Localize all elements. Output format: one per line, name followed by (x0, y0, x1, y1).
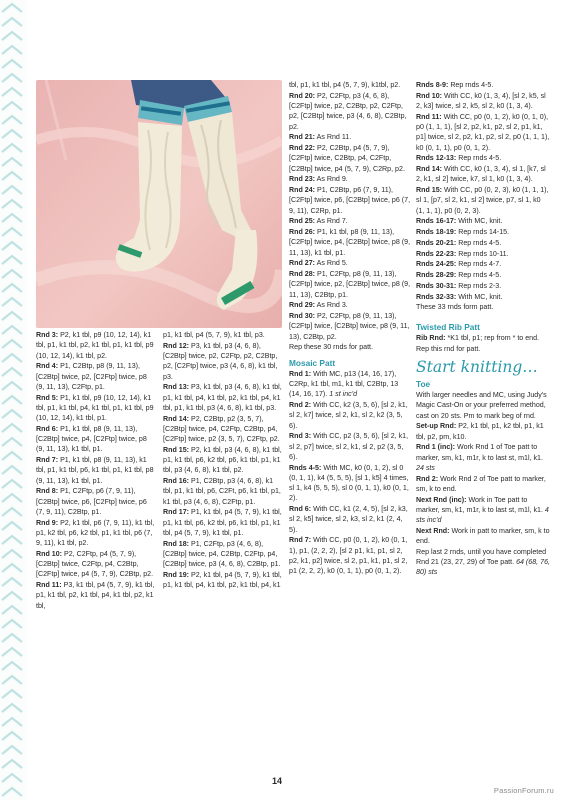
chevron-decoration (2, 382, 22, 390)
chevron-decoration (2, 130, 22, 138)
instruction-text: P1, k1 tbl, p9 (10, 12, 14), k1 tbl, p1, k1 tbl, p4, k1 tbl, p1, k1 tbl, p9 (10, 12, 14), k1 tbl, p1. (36, 393, 154, 422)
instruction-label: Rnd 26: (289, 228, 316, 236)
instruction-label: Rnd 1 (inc): (416, 443, 456, 452)
instruction-label: Rnd 25: (289, 217, 316, 226)
instruction-label: Rnd 22: (289, 144, 316, 152)
pattern-instruction (289, 463, 411, 504)
instruction-label: Rnd 9: (36, 518, 59, 527)
pattern-column-1 (36, 330, 156, 611)
instruction-text: Rep rnds 4-5. (458, 154, 502, 163)
pattern-instruction (36, 424, 156, 455)
pattern-column-4 (416, 80, 550, 578)
instruction-label: Set-up Rnd: (416, 422, 457, 431)
pattern-instruction (416, 421, 550, 442)
instruction-label: Rnd 15: (416, 186, 443, 194)
pattern-instruction (416, 91, 550, 112)
chevron-decoration (2, 256, 22, 264)
pattern-instruction (289, 300, 411, 310)
instruction-label: Rnd 8: (36, 487, 59, 496)
instruction-label: Rnd 7: (36, 456, 59, 464)
instruction-text: Rep rnds 4-5. (458, 238, 502, 247)
instruction-text: With MC, knit. (458, 292, 503, 301)
pattern-instruction (289, 132, 411, 142)
instruction-text: P2, k1 tbl, p4 (5, 7, 9), k1 tbl, p1, k1 tbl, p4, k1 tbl, p2, k1 tbl, p4, k1 (163, 570, 282, 589)
pattern-instruction (416, 249, 550, 259)
instruction-label: Rnd 17: (163, 508, 190, 517)
instruction-text: Rep rnds 10-11. (458, 249, 509, 258)
chevron-decoration (2, 676, 22, 684)
instruction-text: Rep these 30 rnds for patt. (289, 343, 373, 352)
pattern-instruction (416, 495, 550, 526)
instruction-label: Rnd 27: (289, 259, 316, 268)
instruction-label: Rnd 11: (416, 112, 442, 121)
pattern-instruction (416, 281, 550, 291)
instruction-text: As Rnd 5. (316, 259, 348, 268)
chevron-decoration (2, 326, 22, 334)
pattern-instruction (289, 535, 411, 576)
pattern-instruction (416, 344, 550, 354)
instruction-text: With CC, k0 (1, 3, 4), sl 1, [k7, sl 2, k1, sl 2] twice, k7, sl 1, k0 (1, 3, 4). (416, 165, 546, 184)
stitch-count-note: 24 sts (416, 463, 435, 472)
stitch-count-note: 1 st inc'd (329, 390, 358, 399)
instruction-text: Work Rnd 1 of Toe patt to marker, sm, k1, m1r, k to last st, m1l, k1. (416, 443, 543, 462)
pattern-instruction (163, 330, 283, 340)
chevron-decoration (2, 18, 22, 26)
pattern-instruction (36, 393, 156, 424)
pattern-instruction (416, 292, 550, 302)
instruction-text: P3, k1 tbl, p3 (4, 6, 8), [C2Btp] twice, p2, C2Ftp, p2, C2Btp, p2, [C2Ftp] twice, p3 (4, 6, 8), k1 tbl, p3. (163, 341, 278, 381)
pattern-instruction (416, 270, 550, 280)
stitch-count-note: 4 sts inc'd (416, 505, 549, 524)
chevron-decoration (2, 200, 22, 208)
chevron-decoration (2, 718, 22, 726)
instruction-label: Rnd 2: (416, 474, 439, 483)
instruction-text: With larger needles and MC, using Judy's Magic Cast-On or your preferred method, cast on 20 sts. Pm to mark beg of rnd. (416, 391, 547, 420)
pattern-instruction (416, 153, 550, 163)
instruction-text: P2, k1 tbl, p6 (7, 9, 11), k1 tbl, p1, k2 tbl, p6, k2 tbl, p1, k1 tbl, p6 (7, 9, 11), k1 tbl, p2. (36, 518, 155, 547)
instruction-label: Rnds 4-5: (289, 463, 322, 472)
pattern-instruction (416, 164, 550, 185)
instruction-text: As Rnd 3. (316, 301, 348, 310)
chevron-decoration (2, 368, 22, 376)
pattern-instruction (416, 547, 550, 578)
pattern-instruction (36, 486, 156, 517)
instruction-text: These 33 rnds form patt. (416, 303, 494, 312)
chevron-decoration (2, 704, 22, 712)
instruction-text: Rep rnds 4-5. (450, 81, 494, 89)
instruction-text: Rep rnds 4-7. (458, 260, 502, 269)
chevron-decoration (2, 242, 22, 250)
instruction-text: Rep rnds 4-5. (458, 271, 502, 279)
instruction-text: As Rnd 7. (316, 217, 348, 226)
chevron-decoration (2, 494, 22, 502)
chevron-decoration (2, 172, 22, 180)
instruction-label: Rib Rnd: (416, 333, 446, 342)
instruction-label: Rnds 16-17: (416, 217, 457, 226)
pattern-column-2 (163, 330, 283, 591)
instruction-text: P1, C2Btp, p8 (9, 11, 13), [C2Btp] twice, p2, [C2Ftp] twice, p8 (9, 11, 13), C2Ftp, p1. (36, 362, 147, 391)
section-heading-mosaic: Mosaic Patt (289, 357, 336, 368)
instruction-text: P1, C2Ftp, p6 (7, 9, 11), [C2Btp] twice, p6, [C2Ftp] twice, p6 (7, 9, 11), C2Btp, p1. (36, 487, 147, 516)
pattern-instruction (289, 400, 411, 431)
chevron-decoration (2, 186, 22, 194)
pattern-instruction (416, 333, 550, 343)
pattern-instruction (289, 311, 411, 342)
instruction-label: Rnds 30-31: (416, 281, 457, 290)
chevron-decoration (2, 438, 22, 446)
pattern-instruction (289, 80, 411, 90)
instruction-label: Rnd 12: (163, 341, 190, 350)
chevron-decoration (2, 284, 22, 292)
instruction-label: Rnd 3: (36, 331, 59, 339)
instruction-text: Rep last 2 rnds, until you have completed Rnd 21 (23, 27, 29) of Toe patt. (416, 547, 547, 566)
pattern-instruction (416, 474, 550, 495)
pattern-instruction (416, 185, 550, 216)
instruction-label: Rnd 3: (289, 432, 312, 441)
chevron-decoration (2, 522, 22, 530)
instruction-text: Work Rnd 2 of Toe patt to marker, sm, k to end. (416, 474, 546, 493)
instruction-text: P1, C2Ftp, p3 (4, 6, 8), [C2Btp] twice, p4, C2Btp, C2Ftp, p4, [C2Btp] twice, p3 (4, 6, 8), C2Btp, p1. (163, 539, 281, 568)
pattern-instruction (163, 382, 283, 413)
chevron-decoration (2, 410, 22, 418)
instruction-label: Rnd 13: (163, 383, 190, 392)
chevron-decoration (2, 88, 22, 96)
pattern-instruction (289, 258, 411, 268)
chevron-decoration (2, 116, 22, 124)
chevron-decoration (2, 424, 22, 432)
section-heading-toe: Toe (416, 378, 431, 389)
instruction-text: P2, k1 tbl, p1, k2 tbl, p1, k1 tbl, p2, pm, k10. (416, 422, 544, 441)
instruction-label: Rnd 30: (289, 312, 316, 320)
chevron-decoration (2, 270, 22, 278)
instruction-text: P2, k1 tbl, p9 (10, 12, 14), k1 tbl, p1, k1 tbl, p2, k1 tbl, p1, k1 tbl, p9 (10, 12, 14), k1 tbl, p2. (36, 331, 154, 360)
instruction-label: Rnd 1: (289, 369, 312, 378)
instruction-text: p1, k1 tbl, p4 (5, 7, 9), k1 tbl, p3. (163, 331, 265, 339)
pattern-instruction (36, 330, 156, 361)
instruction-text: With CC, k1 (2, 4, 5), [sl 2, k3, sl 2, k5] twice, sl 2, k3, sl 2, k1 (2, 4, 5). (289, 505, 408, 534)
pattern-instruction (163, 539, 283, 570)
instruction-label: Rnds 32-33: (416, 292, 457, 301)
instruction-label: Rnd 6: (36, 424, 59, 433)
pattern-instruction (416, 112, 550, 153)
instruction-text: As Rnd 11. (316, 133, 352, 142)
chevron-decoration (2, 592, 22, 600)
pattern-instruction (163, 476, 283, 507)
instruction-text: With MC, knit. (458, 217, 503, 226)
instruction-label: Rnd 28: (289, 270, 316, 278)
instruction-label: Rnd 29: (289, 301, 316, 310)
instruction-label: Rnd 15: (163, 445, 190, 454)
instruction-text: P1, C2Btp, p3 (4, 6, 8), k1 tbl, p1, k1 tbl, p6, C2Ft, p6, k1 tbl, p1, k1 tbl, p3 (4, 6, 8), C2Ftp, p1. (163, 477, 281, 506)
chevron-decoration (2, 746, 22, 754)
chevron-decoration (2, 396, 22, 404)
instruction-label: Rnd 21: (289, 133, 316, 142)
pattern-instruction (289, 431, 411, 462)
chevron-decoration (2, 354, 22, 362)
chevron-decoration (2, 4, 22, 12)
instruction-text: P2, k1 tbl, p3 (4, 6, 8), k1 tbl, p1, k1 tbl, p6, k2 tbl, p6, k1 tbl, p1, k1 tbl, p3 (4, 6, 8), k1 tbl, p2. (163, 445, 282, 475)
instruction-label: Rnd 23: (289, 175, 316, 184)
instruction-text: P1, k1 tbl, p8 (9, 11, 13), [C2Ftp] twice, p4, [C2Btp] twice, p8 (9, 11, 13), k1 tbl, p1. (289, 228, 411, 257)
chevron-decoration (2, 214, 22, 222)
instruction-text: With CC, k2 (3, 5, 6), [sl 2, k1, sl 2, k7] twice, sl 2, k1, sl 2, k2 (3, 5, 6). (289, 401, 408, 430)
instruction-text: P2, C2Ftp, p4 (5, 7, 9), [C2Btp] twice, C2Ftp, p4, C2Btp, [C2Ftp] twice, p4 (5, 7, 9), C2Btp, p2. (36, 549, 154, 579)
instruction-label: Rnds 8-9: (416, 81, 449, 89)
instruction-text: P2, C2Btp, p2 (3, 5, 7), [C2Btp] twice, p4, C2Ftp, C2Btp, p4, [C2Ftp] twice, p2 (3, 5, 7), C2Ftp, p2. (163, 414, 280, 443)
chevron-decoration (2, 662, 22, 670)
instruction-label: Rnd 18: (163, 539, 190, 548)
chevron-decoration (2, 690, 22, 698)
instruction-text: With CC, p0 (0, 1, 2), k0 (0, 1, 1), p1, (2, 2, 2), [sl 2 p1, k1, p1, sl 2, p2, k1, p2] twice, sl 2, p1, k1, p1, sl 2, p1 (2, 2, 2), k0 (0, 1, 1), p0 (0, 1, 2). (289, 536, 408, 575)
instruction-label: Rnd 2: (289, 401, 312, 409)
pattern-instruction (163, 445, 283, 476)
pattern-instruction (163, 507, 283, 538)
pattern-instruction (163, 414, 283, 445)
pattern-instruction (416, 302, 550, 312)
instruction-label: Rnd 11: (36, 581, 62, 589)
pattern-instruction (289, 143, 411, 174)
chevron-decoration (2, 46, 22, 54)
instruction-label: Next Rnd: (416, 526, 450, 535)
instruction-text: P2, C2Ftp, p8 (9, 11, 13), [C2Ftp] twice, [C2Btp] twice, p8 (9, 11, 13), C2Btp, p2. (289, 312, 410, 341)
instruction-label: Rnds 20-21: (416, 238, 457, 247)
pattern-instruction (36, 361, 156, 392)
pattern-instruction (416, 238, 550, 248)
instruction-text: P2, C2Btp, p4 (5, 7, 9), [C2Ftp] twice, C2Btp, p4, C2Ftp, [C2Btp] twice, p4 (5, 7, 9), C2Rp, p2. (289, 144, 405, 173)
watermark: PassionForum.ru (493, 786, 554, 795)
chevron-decoration (2, 550, 22, 558)
chevron-decoration (2, 732, 22, 740)
instruction-text: Rep rnds 14-15. (458, 228, 510, 236)
pattern-column-3 (289, 80, 411, 577)
pattern-instruction (416, 227, 550, 237)
page-number: 14 (272, 776, 283, 786)
chevron-decoration (2, 102, 22, 110)
chevron-decoration (2, 760, 22, 768)
instruction-text: With CC, p2 (3, 5, 6), [sl 2, k1, sl 2, p7] twice, sl 2, k1, sl 2, p2 (3, 5, 6). (289, 432, 409, 461)
chevron-decoration (2, 466, 22, 474)
chevron-decoration (2, 508, 22, 516)
instruction-label: Rnd 10: (416, 91, 443, 100)
instruction-text: P1, k1 tbl, p8 (9, 11, 13), k1 tbl, p1, k1 tbl, p6, k1 tbl, p1, k1 tbl, p8 (9, 11, 13), k1 tbl, p1. (36, 456, 154, 485)
instruction-label: Rnd 7: (289, 536, 312, 545)
instruction-text: With MC, k0 (0, 1, 2), sl 0 (0, 1, 1), k4 (5, 5, 5), [sl 1, k5] 4 times, sl 1, k4 (5, 5, 5), sl 0 (0, 1, 1), k0 (0, 1, 2). (289, 463, 409, 503)
instruction-label: Rnd 24: (289, 186, 316, 194)
pattern-instruction (416, 390, 550, 421)
chevron-decoration (2, 312, 22, 320)
pattern-instruction (289, 342, 411, 352)
instruction-label: Rnd 6: (289, 505, 312, 513)
chevron-decoration (2, 158, 22, 166)
pattern-instruction (163, 341, 283, 382)
pattern-instruction (416, 526, 550, 547)
pattern-instruction (289, 185, 411, 216)
pattern-instruction (289, 369, 411, 400)
instruction-text: P1, k1 tbl, p4 (5, 7, 9), k1 tbl, p1, k1 tbl, p6, k2 tbl, p6, k1 tbl, p1, k1 tbl, p4 (5, 7, 9), k1 tbl, p1. (163, 508, 282, 537)
instruction-label: Rnd 20: (289, 91, 316, 100)
instruction-text: P1, C2Ftp, p8 (9, 11, 13), [C2Ftp] twice, p2, [C2Btp] twice, p8 (9, 11, 13), C2Btp, p1. (289, 270, 411, 299)
chevron-decoration (2, 578, 22, 586)
instruction-text: With CC, p0 (0, 1, 2), k0 (0, 1, 0), p0 (1, 1, 1), [sl 2, p2, k1, p2, sl 2, p1, k1, p1] twice, sl 2, p2, k1, p2, sl 2, p0 (1, 1, 1), k0 (0, 1, 1), p0 (0, 1, 2). (416, 112, 550, 152)
chevron-decoration (2, 32, 22, 40)
pattern-instruction (289, 174, 411, 184)
instruction-text: With MC, p13 (14, 16, 17), C2Rp, k1 tbl, m1, k1 tbl, C2Btp, 13 (14, 16, 17). (289, 369, 399, 399)
pattern-instruction (289, 269, 411, 300)
pattern-instruction (36, 580, 156, 611)
instruction-text: With CC, k0 (1, 3, 4), [sl 2, k5, sl 2, k3] twice, sl 2, k5, sl 2, k0 (1, 3, 4). (416, 91, 546, 110)
chevron-decoration (2, 620, 22, 628)
pattern-instruction (36, 518, 156, 549)
chevron-decoration (2, 536, 22, 544)
pattern-instruction (289, 227, 411, 258)
section-heading-twisted-rib: Twisted Rib Patt (416, 321, 480, 332)
instruction-text: As Rnd 9. (316, 175, 348, 184)
pattern-instruction (36, 549, 156, 580)
chevron-decoration (2, 774, 22, 782)
instruction-label: Rnd 14: (416, 165, 443, 173)
instruction-label: Rnds 22-23: (416, 249, 457, 258)
pattern-instruction (289, 91, 411, 132)
instruction-label: Rnds 24-25: (416, 260, 457, 269)
pattern-instruction (416, 80, 550, 90)
chevron-decoration (2, 648, 22, 656)
pattern-instruction (36, 455, 156, 486)
instruction-text: *K1 tbl, p1; rep from * to end. (447, 333, 540, 342)
chevron-decoration (2, 480, 22, 488)
instruction-text: Work in Toe patt to marker, sm, k1, m1r, k to last st, m1l, k1. (416, 495, 543, 514)
pattern-instruction (416, 259, 550, 269)
section-heading-start-knitting: Start knitting… (416, 357, 538, 376)
chevron-decoration (2, 228, 22, 236)
instruction-text: Work in patt to marker, sm, k to end. (416, 526, 550, 545)
instruction-text: Rep this rnd for patt. (416, 344, 481, 353)
instruction-label: Rnd 4: (36, 362, 59, 371)
instruction-text: Rep rnds 2-3. (458, 281, 502, 290)
instruction-text: P1, C2Btp, p6 (7, 9, 11), [C2Ftp] twice, p6, [C2Btp] twice, p6 (7, 9, 11), C2Rp, p1. (289, 186, 411, 215)
instruction-label: Rnds 28-29: (416, 271, 457, 279)
instruction-text: P3, k1 tbl, p3 (4, 6, 8), k1 tbl, p1, k1 tbl, p4, k1 tbl, p2, k1 tbl, p4, k1 tbl, p1, k1 tbl, p3 (4, 6, 8), k1 tbl, p3. (163, 383, 282, 412)
socks-photo (36, 80, 282, 328)
instruction-text: With CC, p0 (0, 2, 3), k0 (1, 1, 1), sl 1, [p7, sl 2, k1, sl 2] twice, p7, sl 1, k0 (1, 1, 1), p0 (0, 2, 3). (416, 186, 549, 215)
chevron-decoration (2, 606, 22, 614)
instruction-label: Next Rnd (inc): (416, 495, 467, 504)
instruction-text: P2, C2Ftp, p3 (4, 6, 8), [C2Ftp] twice, p2, C2Btp, p2, C2Ftp, p2, [C2Btp] twice, p3 (4, 6, 8), C2Btp, p2. (289, 91, 407, 131)
pattern-instruction (416, 442, 550, 473)
instruction-label: Rnd 10: (36, 549, 63, 558)
chevron-decoration (2, 634, 22, 642)
chevron-decoration (2, 452, 22, 460)
instruction-label: Rnd 19: (163, 570, 190, 579)
stitch-count-note: 64 (68, 76, 80) sts (416, 558, 550, 577)
instruction-text: P1, k1 tbl, p8 (9, 11, 13), [C2Btp] twice, p4, [C2Ftp] twice, p8 (9, 11, 13), k1 tbl, p1. (36, 424, 147, 454)
pattern-instruction (163, 570, 283, 591)
pattern-instruction (289, 216, 411, 226)
instruction-text: P3, k1 tbl, p4 (5, 7, 9), k1 tbl, p1, k1 tbl, p2, k1 tbl, p4, k1 tbl, p2, k1 tbl, (36, 581, 155, 610)
chevron-decoration (2, 74, 22, 82)
chevron-decoration (2, 144, 22, 152)
chevron-decoration (2, 298, 22, 306)
chevron-decoration (2, 788, 22, 796)
chevron-decoration (2, 60, 22, 68)
instruction-label: Rnds 12-13: (416, 154, 457, 163)
decorative-chevron-strip (0, 0, 26, 800)
pattern-instruction (416, 216, 550, 226)
pattern-instruction (289, 504, 411, 535)
instruction-label: Rnd 14: (163, 414, 190, 423)
instruction-label: Rnd 5: (36, 393, 59, 402)
instruction-label: Rnds 18-19: (416, 228, 457, 236)
instruction-text: tbl, p1, k1 tbl, p4 (5, 7, 9), k1tbl, p2. (289, 81, 401, 89)
chevron-decoration (2, 564, 22, 572)
instruction-label: Rnd 16: (163, 477, 190, 485)
chevron-decoration (2, 340, 22, 348)
